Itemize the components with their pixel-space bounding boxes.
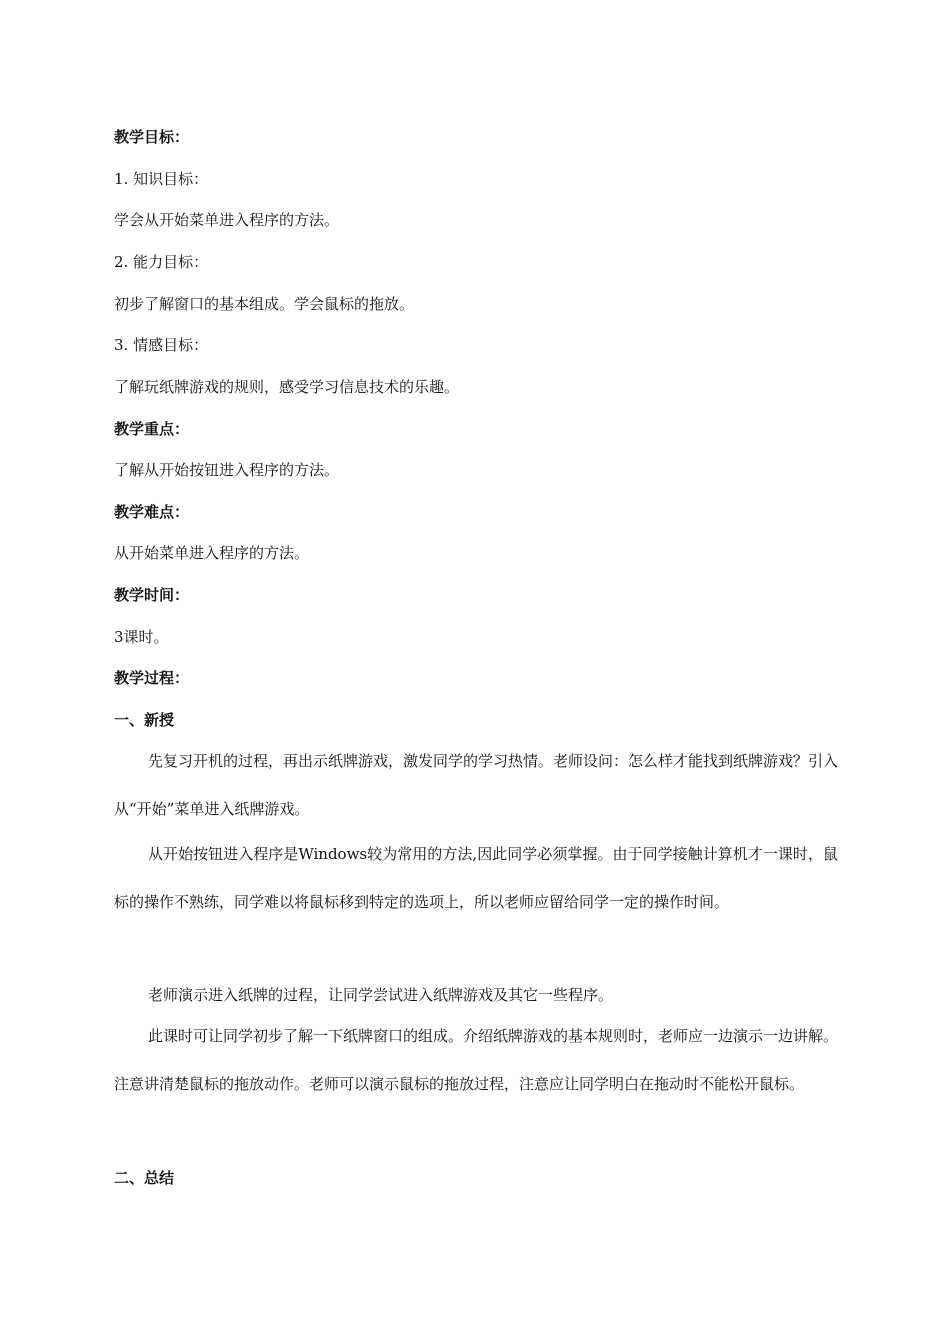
goal1-title: 1. 知识目标： <box>114 170 209 188</box>
paragraph-4: 此课时可让同学初步了解一下纸牌窗口的组成。介绍纸牌游戏的基本规则时，老师应一边演示一边讲解。注意讲清楚鼠标的拖放动作。老师可以演示鼠标的拖放过程，注意应让同学明白在拖动时不能松开鼠标。 <box>114 1027 839 1093</box>
difficulty-text: 从开始菜单进入程序的方法。 <box>114 544 310 562</box>
difficulty-heading: 教学难点： <box>114 503 190 521</box>
section2-heading: 二、总结 <box>114 1169 175 1187</box>
key-text: 了解从开始按钮进入程序的方法。 <box>114 461 340 479</box>
goal3-title: 3. 情感目标： <box>114 336 209 354</box>
time-heading: 教学时间： <box>114 586 190 604</box>
goal1-text: 学会从开始菜单进入程序的方法。 <box>114 211 340 229</box>
paragraph-1: 先复习开机的过程，再出示纸牌游戏，激发同学的学习热情。老师设问：怎么样才能找到纸牌游戏？引入从“开始”菜单进入纸牌游戏。 <box>114 752 839 818</box>
process-heading: 教学过程： <box>114 669 190 687</box>
goal3-text: 了解玩纸牌游戏的规则，感受学习信息技术的乐趣。 <box>114 378 460 396</box>
goal2-text: 初步了解窗口的基本组成。学会鼠标的拖放。 <box>114 295 415 313</box>
time-text: 3课时。 <box>114 628 169 646</box>
goals-heading: 教学目标： <box>114 128 190 146</box>
paragraph-3: 老师演示进入纸牌的过程，让同学尝试进入纸牌游戏及其它一些程序。 <box>148 986 614 1004</box>
goal2-title: 2. 能力目标： <box>114 253 209 271</box>
key-heading: 教学重点： <box>114 420 190 438</box>
paragraph-2: 从开始按钮进入程序是Windows较为常用的方法,因此同学必须掌握。由于同学接触计算机才一课时，鼠标的操作不熟练，同学难以将鼠标移到特定的选项上，所以老师应留给同学一定的操作时间。 <box>114 845 838 911</box>
section1-heading: 一、新授 <box>114 711 175 729</box>
